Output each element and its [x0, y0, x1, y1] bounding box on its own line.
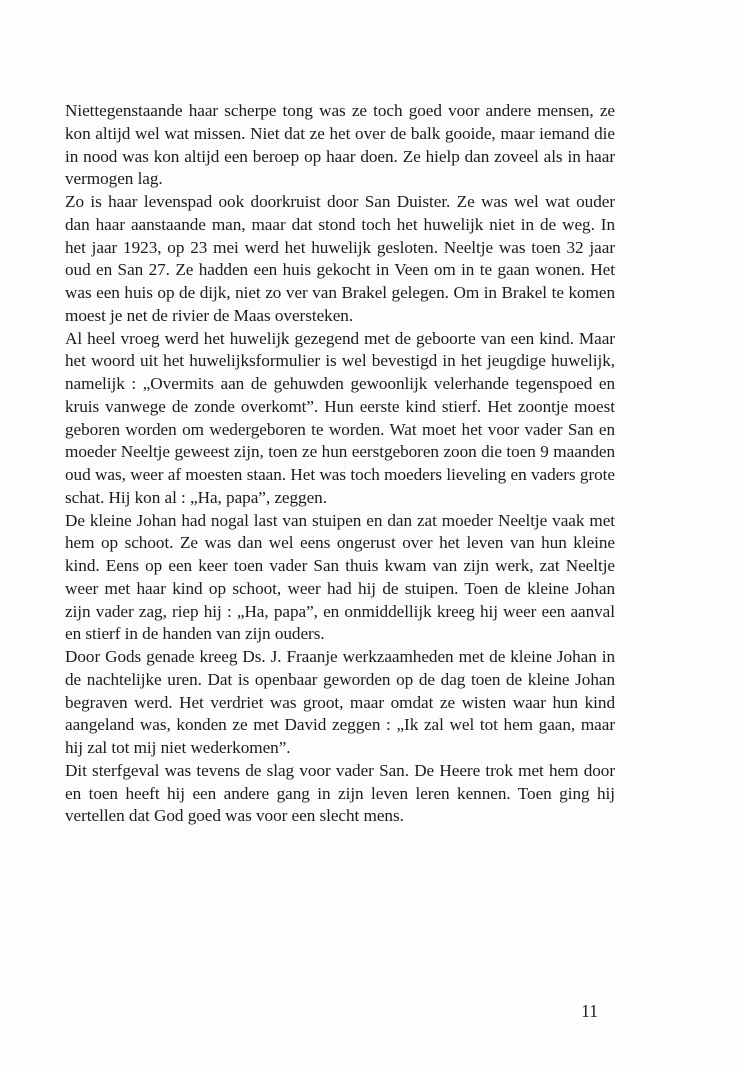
paragraph: Zo is haar levenspad ook doorkruist door San Duister. Ze was wel wat ouder dan haar aanstaande man, maar dat stond toch het huwelijk niet in de weg. In het jaar 1923, op 23 mei werd het huwelijk gesloten. Neeltje was toen 32 jaar oud en San 27. Ze hadden een huis gekocht in Veen om in te gaan wonen. Het was een huis op de dijk, niet zo ver van Brakel gelegen. Om in Brakel te komen moest je net de rivier de Maas oversteken.	[65, 192, 615, 325]
body-text	[65, 100, 615, 828]
paragraph: Dit sterfgeval was tevens de slag voor vader San. De Heere trok met hem door en toen heeft hij een andere gang in zijn leven leren kennen. Toen ging hij vertellen dat God goed was voor een slecht mens.	[65, 760, 615, 826]
page-number: 11	[581, 1001, 598, 1021]
paragraph: Niettegenstaande haar scherpe tong was ze toch goed voor andere mensen, ze kon altijd wel wat missen. Niet dat ze het over de balk gooide, maar iemand die in nood was kon altijd een beroep op haar doen. Ze hielp dan zoveel als in haar vermogen lag.	[65, 101, 615, 189]
paragraph: De kleine Johan had nogal last van stuipen en dan zat moeder Neeltje vaak met hem op schoot. Ze was dan wel eens ongerust over het leven van hun kleine kind. Eens op een keer toen vader San thuis kwam van zijn werk, zat Neeltje weer met haar kind op schoot, weer had hij de stuipen. Toen de kleine Johan zijn vader zag, riep hij : „Ha, papa”, en onmiddellijk kreeg hij weer een aanval en stierf in de handen van zijn ouders.	[65, 510, 615, 644]
paragraph: Door Gods genade kreeg Ds. J. Fraanje werkzaamheden met de kleine Johan in de nachtelijke uren. Dat is openbaar geworden op de dag toen de kleine Johan begraven werd. Het verdriet was groot, maar omdat ze wisten waar hun kind aangeland was, konden ze met David zeggen : „Ik zal wel tot hem gaan, maar hij zal tot mij niet wederkomen”.	[65, 647, 615, 757]
paragraph: Al heel vroeg werd het huwelijk gezegend met de geboorte van een kind. Maar het woord uit het huwelijksformulier is wel bevestigd in het jeugdige huwelijk, namelijk : „Overmits aan de gehuwden gewoonlijk velerhande tegenspoed en kruis vanwege de zonde overkomt”. Hun eerste kind stierf. Het zoontje moest geboren worden om wedergeboren te worden. Wat moet het voor vader San en moeder Neeltje geweest zijn, toen ze hun eerstgeboren zoon die toen 9 maanden oud was, weer af moesten staan. Het was toch moeders lieveling en vaders grote schat. Hij kon al : „Ha, papa”, zeggen.	[65, 328, 615, 507]
